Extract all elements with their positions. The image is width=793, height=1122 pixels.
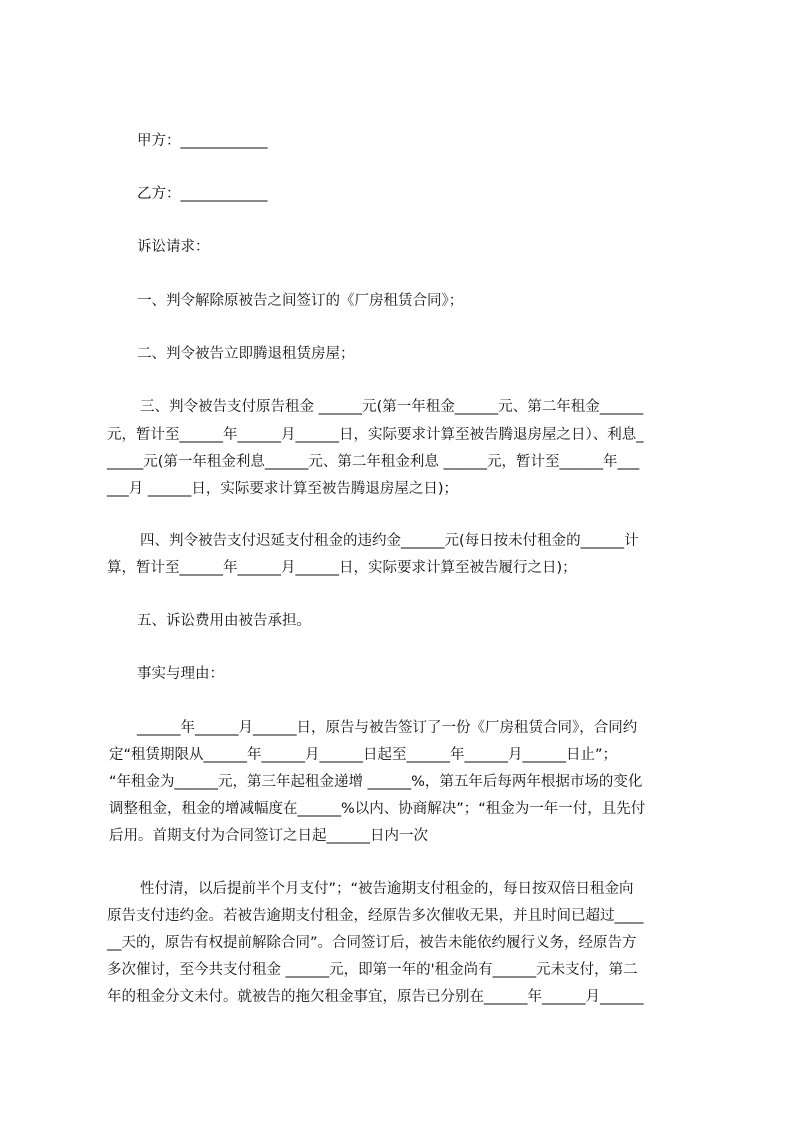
facts-1-line-5: 后用。首期支付为合同签订之日起______日内一次 [109,828,428,844]
claim-3-line-1: 三、判令被告支付原告租金 ______元(第一年租金______元、第二年租金______ [140,399,644,415]
claim-3-line-3: _____元(第一年租金利息______元、第二年租金利息 ______元，暂计至______年___ [107,454,640,470]
party-b-line: 乙方：____________ [137,186,268,202]
facts-heading: 事实与理由： [137,666,224,682]
facts-2-line-5: 年的租金分文未付。就被告的拖欠租金事宜，原告已分别在______年______月______ [107,989,644,1005]
facts-1-line-1: ______年______月______日，原告与被告签订了一份《厂房租赁合同》，合同约 [137,720,638,736]
facts-2-line-4: 多次催讨，至今共支付租金 ______元，即第一年的'租金尚有______元未支付，第二 [107,962,638,978]
claim-4-line-2: 算，暂计至______年______月______日，实际要求计算至被告履行之日)； [107,560,577,576]
claim-3-line-4: ___月 ______日，实际要求计算至被告腾退房屋之日)； [107,481,459,497]
facts-2-line-3: __天的，原告有权提前解除合同”。合同签订后，被告未能依约履行义务，经原告方 [107,935,637,951]
party-a-line: 甲方：____________ [137,133,268,149]
facts-2-line-1: 性付清，以后提前半个月支付”；“被告逾期支付租金的，每日按双倍日租金向 [140,881,634,897]
facts-1-line-3: “年租金为______元，第三年起租金递增 ______%，第五年后每两年根据市场的变化 [109,774,643,790]
facts-1-line-4: 调整租金，租金的增减幅度在______%以内、协商解决”；“租金为一年一付，且先付 [109,801,646,817]
claim-4-line-1: 四、判令被告支付迟延支付租金的违约金______元(每日按未付租金的______计 [140,533,639,549]
claim-3-line-2: 元，暂计至______年______月______日，实际要求计算至被告腾退房屋之日）、利息_ [107,427,644,443]
claims-heading: 诉讼请求： [137,239,210,255]
facts-1-line-2: 定“租赁期限从______年______月______日起至______年______月______日止”； [109,747,618,763]
claim-item-1: 一、判令解除原被告之间签订的《厂房租赁合同》； [137,293,464,309]
facts-2-line-2: 原告支付违约金。若被告逾期支付租金，经原告多次催收无果，并且时间已超过____ [107,908,644,924]
claim-item-2: 二、判令被告立即腾退租赁房屋； [137,346,355,362]
claim-item-5: 五、诉讼费用由被告承担。 [137,613,311,629]
